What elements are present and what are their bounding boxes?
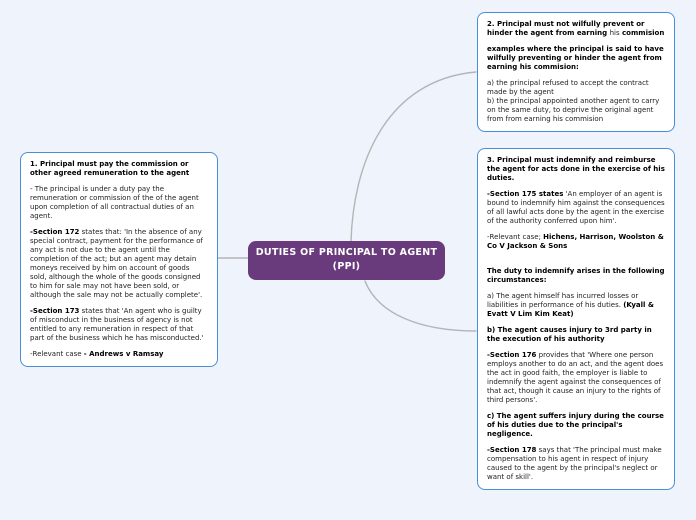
paragraph — [487, 351, 665, 405]
paragraph — [30, 160, 208, 178]
text-segment: -Section 175 states — [487, 190, 564, 198]
text-segment: - Andrews v Ramsay — [83, 350, 164, 358]
paragraph — [30, 228, 208, 300]
text-segment: 2. Principal must not wilfully prevent or hinder the agent from earning — [487, 20, 645, 37]
text-segment: -Relevant case — [30, 350, 84, 358]
paragraph — [487, 267, 665, 285]
text-segment: examples where the principal is said to have wilfully preventing or hinder the agent from earning his commision: — [487, 45, 664, 71]
central-topic-label-line1: DUTIES OF PRINCIPAL TO AGENT — [255, 247, 438, 258]
text-segment: -Section 178 — [487, 446, 537, 454]
paragraph — [487, 20, 665, 38]
paragraph — [30, 350, 208, 359]
text-segment: 3. Principal must indemnify and reimburse the agent for acts done in the exercise of his duties. — [487, 156, 665, 182]
paragraph — [487, 446, 665, 482]
paragraph — [487, 156, 665, 183]
text-segment: states that 'An agent who is guilty of misconduct in the business of agency is not entitled to any remuneration in respect of that part of the business which he has misconducted.' — [30, 307, 204, 342]
connector-duty2 — [351, 72, 476, 242]
text-segment: b) The agent causes injury to 3rd party in the execution of his authority — [487, 326, 652, 343]
central-topic-label-line2: (PPI) — [332, 261, 361, 272]
text-segment: Hichens, Harrison, Woolston & Co V Jackson & Sons — [487, 233, 664, 250]
paragraph — [30, 307, 208, 343]
text-segment: his — [609, 29, 620, 37]
text-segment: -Section 172 — [30, 228, 80, 236]
text-segment: a) the principal refused to accept the contract made by the agent — [487, 79, 649, 96]
text-segment: commision — [619, 29, 665, 37]
text-segment: states that: 'In the absence of any special contract, payment for the performance of any act is not due to the agent until the completion of the act; but an agent may detain moneys received by him on account of goods sold, although the whole of the goods consigned to him for sale may not have been sold, or although the sale may not be actually complete'. — [30, 228, 203, 299]
paragraph — [487, 97, 665, 124]
connector-duty3 — [365, 281, 476, 331]
node-duty-3-indemnify-reimburse[interactable] — [477, 148, 675, 490]
paragraph — [487, 190, 665, 226]
text-segment: b) the principal appointed another agent to carry on the same duty, to deprive the original agent from from earning his commision — [487, 97, 660, 123]
text-segment: (Kyall & Evatt V Lim Kim Keat) — [487, 301, 654, 318]
node-duty-2-not-prevent-commission[interactable] — [477, 12, 675, 132]
text-segment: 1. Principal must pay the commission or other agreed remuneration to the agent — [30, 160, 190, 177]
text-segment: - The principal is under a duty pay the remuneration or commission of the of the agent upon completion of all contractual duties of an agent. — [30, 185, 199, 220]
paragraph — [487, 412, 665, 439]
text-segment: provides that 'Where one person employs another to do an act, and the agent does the act in good faith, the employer is liable to indemnify the agent against the consequences of that act, though it cause an injury to the rights of third persons'. — [487, 351, 664, 404]
text-segment: c) The agent suffers injury during the course of his duties due to the principal's negligence. — [487, 412, 664, 438]
node-duty-1-pay-commission[interactable] — [20, 152, 218, 367]
paragraph — [30, 185, 208, 221]
paragraph — [487, 233, 665, 251]
paragraph — [487, 292, 665, 319]
text-segment: -Section 173 — [30, 307, 80, 315]
paragraph — [487, 79, 665, 97]
text-segment: The duty to indemnify arises in the following circumstances: — [487, 267, 665, 284]
text-segment: a) The agent himself has incurred losses or liabilities in performance of his duties. — [487, 292, 639, 309]
text-segment: says that 'The principal must make compensation to his agent in respect of injury caused to the agent by the principal's neglect or want of skill'. — [487, 446, 662, 481]
text-segment: -Section 176 — [487, 351, 537, 359]
central-topic-node[interactable] — [248, 241, 445, 280]
paragraph — [487, 326, 665, 344]
text-segment: 'An employer of an agent is bound to indemnify him against the consequences of all lawful acts done by the agent in the exercise of the authority conferred upon him'. — [487, 190, 665, 225]
paragraph — [487, 45, 665, 72]
text-segment: -Relevant case; — [487, 233, 544, 241]
